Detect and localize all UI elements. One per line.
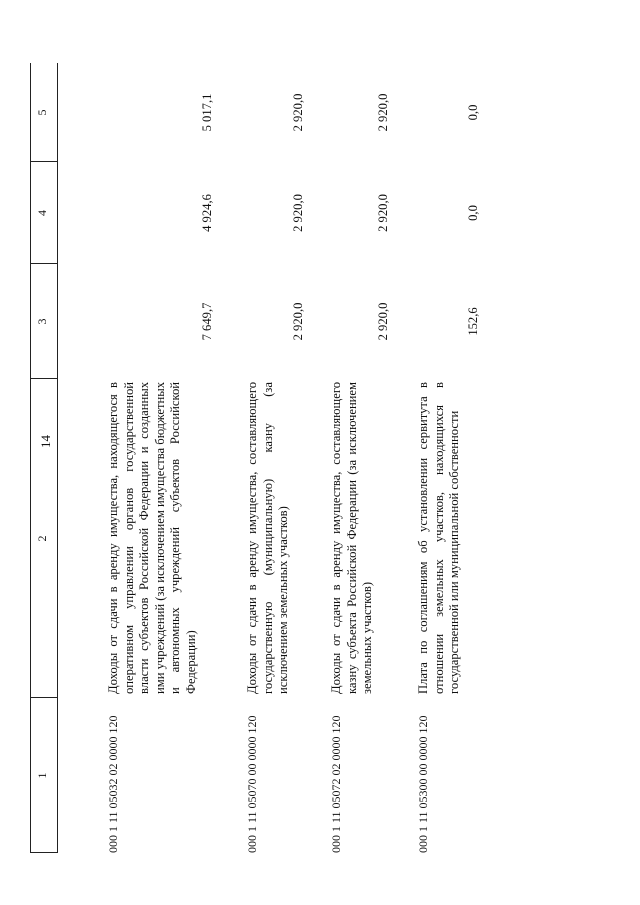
column-number-3: 3 (35, 318, 49, 325)
row-1-description: Доходы от сдачи в аренду имущества, находящегося в оперативном управлении органов государственной власти субъектов Российской Федерации и созданных ими учреждений (за исключением имущества бюджетных и автономных учреждений субъектов Российской Федерации) (106, 382, 198, 694)
column-number-1: 1 (35, 772, 49, 779)
row-1-code: 000 1 11 05032 02 0000 120 (106, 715, 120, 853)
row-2-code: 000 1 11 05070 00 0000 120 (245, 715, 259, 853)
row-2-col5: 2 920,0 (291, 93, 305, 132)
row-3-col3: 2 920,0 (376, 302, 390, 341)
row-2-col3: 2 920,0 (291, 302, 305, 341)
row-3-col5: 2 920,0 (376, 93, 390, 132)
row-2-col4: 2 920,0 (291, 194, 305, 232)
row-3-description: Доходы от сдачи в аренду имущества, составляющего казну субъекта Российской Федерации (за исключением земельных участков) (329, 382, 374, 694)
revenue-table (0, 63, 640, 853)
row-4-col4: 0,0 (466, 205, 480, 221)
page-number: 14 (38, 435, 53, 448)
row-3-code: 000 1 11 05072 02 0000 120 (329, 715, 343, 853)
row-3-col4: 2 920,0 (376, 194, 390, 232)
header-top-border (30, 63, 31, 853)
row-1-col3: 7 649,7 (200, 302, 214, 341)
column-number-5: 5 (35, 109, 49, 116)
row-4-col5: 0,0 (466, 104, 480, 121)
column-number-4: 4 (35, 210, 49, 216)
row-4-col3: 152,6 (466, 307, 480, 336)
column-number-2: 2 (35, 535, 49, 542)
row-4-description: Плата по соглашениям об установлении сервитута в отношении земельных участков, находящихся в государственной или муниципальной собственности (416, 382, 461, 694)
row-4-code: 000 1 11 05300 00 0000 120 (416, 715, 430, 853)
row-2-description: Доходы от сдачи в аренду имущества, составляющего государственную (муниципальную) казну (за исключением земельных участков) (245, 382, 290, 694)
header-bottom-border (57, 63, 58, 853)
row-1-col5: 5 017,1 (200, 93, 214, 132)
row-1-col4: 4 924,6 (200, 194, 214, 232)
